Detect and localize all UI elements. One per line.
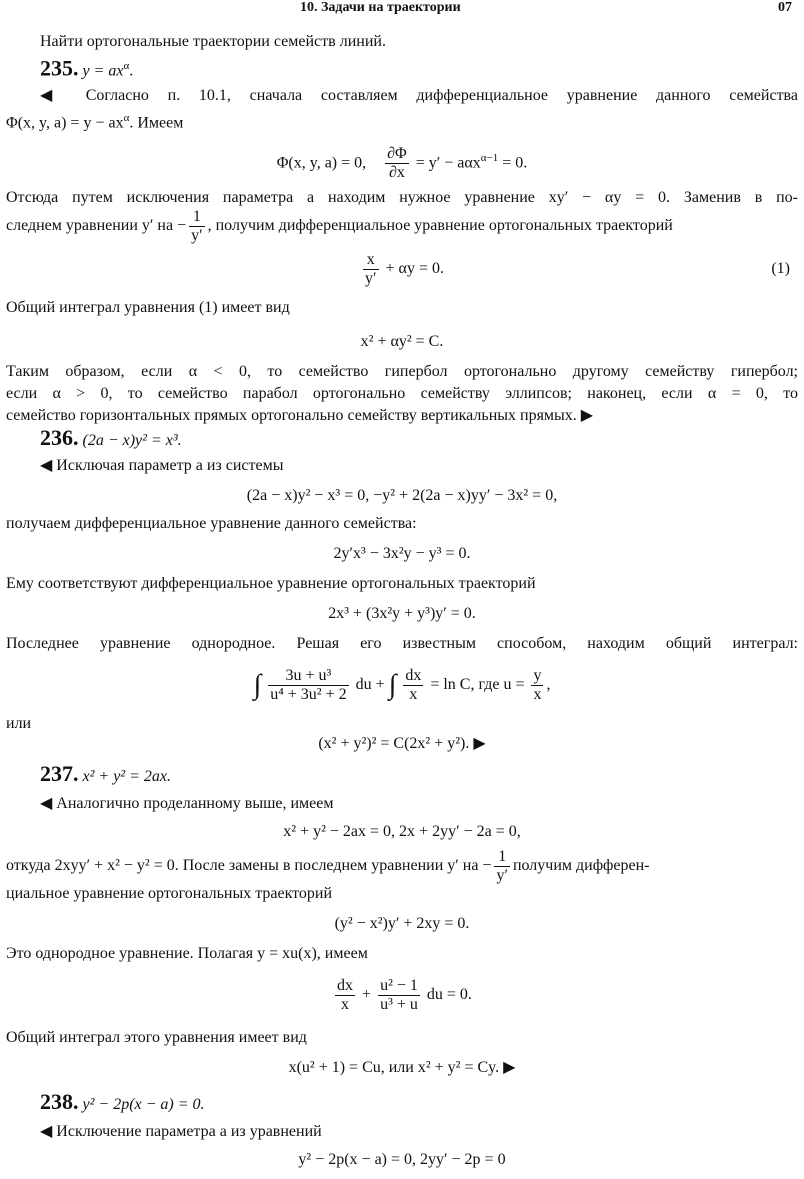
problem-238-heading [40,1089,798,1115]
integral-sign: ∫ [253,669,262,701]
p236-line-2: получаем дифференциальное уравнение данного семейства: [6,515,417,532]
numerator: y [533,666,542,684]
fraction [268,667,348,704]
problem-statement: (2a − x)y² = x³. [82,432,182,449]
numerator: x [363,251,379,270]
intro-text: Найти ортогональные траектории семейств линий. [40,33,386,50]
problem-number: 237. [40,761,79,786]
text: , получим дифференциальное уравнение ортогональных траекторий [207,217,673,235]
p235-equation-1 [0,138,804,182]
p238-line-1: ◀ Исключение параметра a из уравнений [40,1123,322,1140]
denominator: x [533,685,542,703]
eq-part: + αy = 0. [385,260,444,277]
p237-line-5: Общий интеграл этого уравнения имеет вид [6,1029,307,1046]
eq-part: Φ(x, y, a) = 0, [276,154,367,172]
eq-part: du + [355,676,385,693]
integral-sign: ∫ [388,669,397,701]
problem-number: 238. [40,1089,79,1114]
p235-line-2 [6,108,798,133]
p237-line-3: циальное уравнение ортогональных траекторий [6,885,333,902]
p237-equation-4: x(u² + 1) = Cu, или x² + y² = Cy. ▶ [288,1059,516,1076]
numerator: ∂Φ [387,145,407,163]
fraction [385,145,409,182]
problem-statement: y² − 2p(x − a) = 0. [82,1096,205,1113]
fraction [378,977,420,1014]
denominator: ∂x [388,164,405,182]
p237-line-2 [6,848,798,884]
problem-statement: x² + y² = 2ax. [82,768,171,785]
p237-line-4: Это однородное уравнение. Полагая y = xu(x), имеем [6,945,368,962]
fraction [335,977,355,1014]
p235-line-3: Отсюда путем исключения параметра a находим нужное уравнение xy′ − αy = 0. Заменив в по- [6,189,798,206]
p236-line-5: или [6,715,32,732]
p236-integral [0,662,804,708]
p237-equation-3 [0,972,804,1018]
p236-equation-1: (2a − x)y² − x³ = 0, −y² + 2(2a − x)yy′ − 3x² = 0, [246,487,558,504]
eq-part: du = 0. [426,986,472,1003]
statement-end: . [129,62,134,80]
eq-part: = y′ − aαx [415,154,481,172]
fraction [363,251,379,288]
problem-237-heading [40,761,798,787]
fraction [531,667,543,704]
exponent: α−1 [480,152,499,164]
denominator: u⁴ + 3u² + 2 [270,685,347,703]
exponent: α [123,60,130,72]
p235-line-8: семейство горизонтальных прямых ортогонально семейству вертикальных прямых. ▶ [6,407,594,424]
numerator: 3u + u³ [268,667,348,686]
p236-equation-3: 2x³ + (3x²y + y³)y′ = 0. [328,605,476,622]
problem-236-heading [40,425,798,451]
eq-part: = 0. [502,154,528,172]
p235-line-5: Общий интеграл уравнения (1) имеет вид [6,299,290,316]
text: . Имеем [129,114,184,132]
problem-235-heading [40,56,798,81]
text: получим дифферен- [512,857,650,875]
denominator: u³ + u [380,995,418,1013]
problem-number: 235. [40,55,79,81]
p235-line-6: Таким образом, если α < 0, то семейство гипербол ортогонально другому семейству гипербол; [6,363,798,380]
eq-part: , [546,676,551,693]
fraction [494,848,510,885]
denominator: y′ [365,269,377,287]
text: откуда 2xyy′ + x² − y² = 0. После замены в последнем уравнении y′ на − [6,857,492,875]
p237-line-1: ◀ Аналогично проделанному выше, имеем [40,795,334,812]
denominator: y′ [496,867,508,884]
numerator: u² − 1 [380,976,418,994]
p235-line-1: ◀ Согласно п. 10.1, сначала составляем дифференциальное уравнение данного семейства [40,87,798,104]
numerator: 1 [189,208,205,227]
problem-statement: y = ax [82,62,124,80]
p236-equation-5: (x² + y²)² = C(2x² + y²). ▶ [318,735,486,752]
equation-label: (1) [771,260,790,277]
text: Φ(x, y, a) = y − ax [6,114,124,132]
p236-line-4: Последнее уравнение однородное. Решая его известным способом, находим общий интеграл: [6,635,798,652]
eq-part: = ln C, где u = [430,676,525,693]
p235-equation-3: x² + αy² = C. [360,333,444,350]
denominator: y′ [191,227,203,244]
p235-line-7: если α > 0, то семейство парабол ортогонально семейству эллипсов; наконец, если α = 0, то [6,385,798,402]
fraction [189,208,205,245]
fraction [403,667,423,704]
header-title: 10. Задачи на траектории [300,0,461,15]
page-number: 07 [778,0,792,15]
p236-line-3: Ему соответствуют дифференциальное уравнение ортогональных траекторий [6,575,536,592]
p236-equation-2: 2y′x³ − 3x²y − y³ = 0. [333,545,471,562]
numerator: dx [337,976,354,994]
running-header [0,0,804,18]
text: следнем уравнении y′ на − [6,217,187,235]
problem-number: 236. [40,425,79,450]
p238-equation-1: y² − 2p(x − a) = 0, 2yy′ − 2p = 0 [298,1151,506,1168]
p237-equation-1: x² + y² − 2ax = 0, 2x + 2yy′ − 2a = 0, [283,823,521,840]
exponent: α [123,112,130,124]
denominator: x [409,685,418,703]
p236-line-1: ◀ Исключая параметр a из системы [40,457,284,474]
p235-equation-2 [0,248,804,290]
p235-line-4 [6,208,798,242]
p237-equation-2: (y² − x²)y′ + 2xy = 0. [334,915,470,932]
denominator: x [341,995,350,1013]
numerator: 1 [494,848,510,867]
eq-part: + [362,986,372,1003]
numerator: dx [405,666,422,684]
